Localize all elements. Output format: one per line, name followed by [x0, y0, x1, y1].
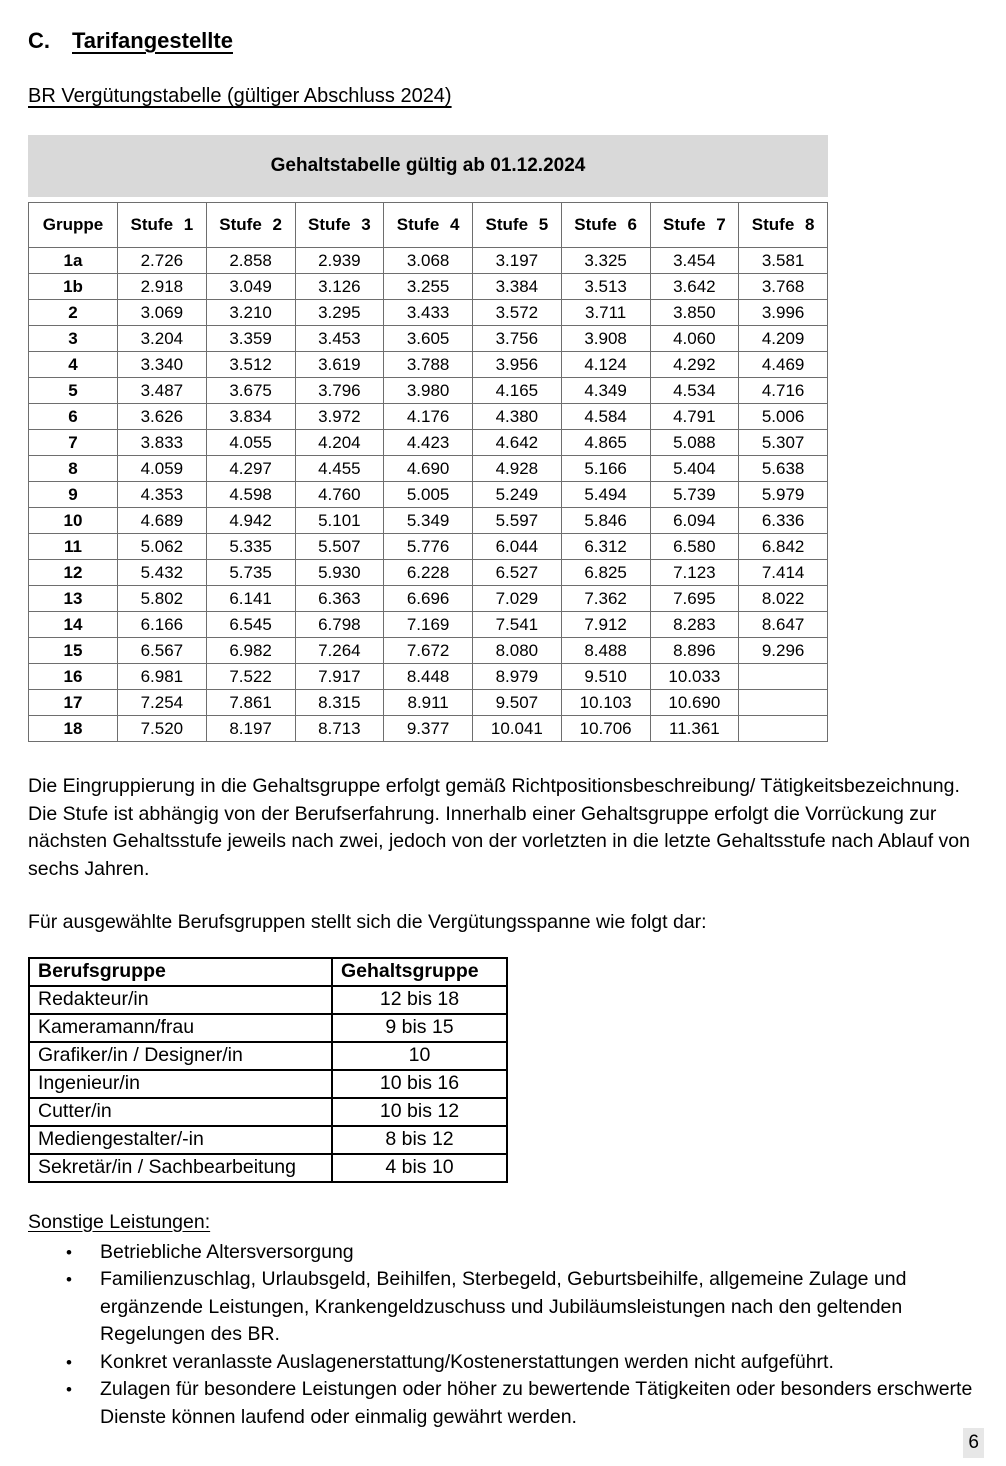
salary-column-header: Stufe 8 — [739, 203, 828, 248]
salary-value-cell: 3.796 — [295, 378, 384, 404]
document-subtitle: BR Vergütungstabelle (gültiger Abschluss 2024) — [28, 85, 452, 107]
salary-value-cell: 4.690 — [384, 456, 473, 482]
salary-value-cell: 6.982 — [206, 638, 295, 664]
salary-value-cell: 5.335 — [206, 534, 295, 560]
salary-value-cell: 3.642 — [650, 274, 739, 300]
profession-table-row — [29, 1014, 507, 1042]
salary-column-header: Stufe 4 — [384, 203, 473, 248]
salary-value-cell: 3.255 — [384, 274, 473, 300]
gruppe-cell: 14 — [29, 612, 118, 638]
salary-value-cell: 6.580 — [650, 534, 739, 560]
profession-cell: Cutter/in — [29, 1098, 332, 1126]
salary-value-cell: 3.359 — [206, 326, 295, 352]
salary-value-cell: 7.414 — [739, 560, 828, 586]
salary-value-cell: 8.080 — [473, 638, 562, 664]
salary-value-cell: 4.292 — [650, 352, 739, 378]
salary-value-cell: 8.448 — [384, 664, 473, 690]
gruppe-cell: 4 — [29, 352, 118, 378]
profession-cell: Kameramann/frau — [29, 1014, 332, 1042]
gruppe-cell: 18 — [29, 716, 118, 742]
benefit-list-item — [28, 1349, 978, 1377]
salary-value-cell: 4.865 — [561, 430, 650, 456]
salary-value-cell: 9.510 — [561, 664, 650, 690]
gruppe-cell: 3 — [29, 326, 118, 352]
benefit-list-item — [28, 1239, 978, 1267]
salary-table-row — [29, 560, 828, 586]
salary-value-cell: 7.917 — [295, 664, 384, 690]
salary-value-cell: 3.572 — [473, 300, 562, 326]
salary-value-cell: 6.363 — [295, 586, 384, 612]
salary-header-row — [29, 203, 828, 248]
gehaltsgruppe-range-cell: 12 bis 18 — [332, 986, 507, 1014]
salary-value-cell: 4.059 — [118, 456, 207, 482]
profession-column-header: Gehaltsgruppe — [332, 958, 507, 986]
salary-value-cell: 9.507 — [473, 690, 562, 716]
salary-value-cell: 8.283 — [650, 612, 739, 638]
salary-value-cell: 4.534 — [650, 378, 739, 404]
salary-value-cell: 10.041 — [473, 716, 562, 742]
gehaltsgruppe-range-cell: 4 bis 10 — [332, 1154, 507, 1182]
gruppe-cell: 13 — [29, 586, 118, 612]
salary-value-cell: 3.711 — [561, 300, 650, 326]
salary-table-row — [29, 508, 828, 534]
salary-value-cell: 6.798 — [295, 612, 384, 638]
salary-value-cell: 3.626 — [118, 404, 207, 430]
salary-value-cell: 4.176 — [384, 404, 473, 430]
salary-value-cell: 10.706 — [561, 716, 650, 742]
salary-value-cell: 3.788 — [384, 352, 473, 378]
salary-value-cell: 4.928 — [473, 456, 562, 482]
salary-value-cell: 3.384 — [473, 274, 562, 300]
salary-value-cell: 5.735 — [206, 560, 295, 586]
salary-value-cell: 2.939 — [295, 248, 384, 274]
profession-cell: Sekretär/in / Sachbearbeitung — [29, 1154, 332, 1182]
profession-cell: Redakteur/in — [29, 986, 332, 1014]
salary-table-row — [29, 378, 828, 404]
salary-table-row — [29, 430, 828, 456]
salary-value-cell: 6.567 — [118, 638, 207, 664]
salary-table-row — [29, 274, 828, 300]
profession-table-row — [29, 986, 507, 1014]
salary-value-cell: 2.858 — [206, 248, 295, 274]
salary-value-cell: 3.756 — [473, 326, 562, 352]
salary-value-cell: 4.716 — [739, 378, 828, 404]
gehaltsgruppe-range-cell: 8 bis 12 — [332, 1126, 507, 1154]
salary-value-cell: 9.377 — [384, 716, 473, 742]
salary-value-cell: 7.861 — [206, 690, 295, 716]
profession-header-row — [29, 958, 507, 986]
salary-column-header: Stufe 7 — [650, 203, 739, 248]
profession-table-row — [29, 1070, 507, 1098]
profession-cell: Mediengestalter/-in — [29, 1126, 332, 1154]
gruppe-cell: 12 — [29, 560, 118, 586]
salary-value-cell: 5.494 — [561, 482, 650, 508]
salary-value-cell: 5.638 — [739, 456, 828, 482]
salary-value-cell: 10.103 — [561, 690, 650, 716]
salary-value-cell — [739, 664, 828, 690]
salary-value-cell: 6.228 — [384, 560, 473, 586]
salary-value-cell: 4.455 — [295, 456, 384, 482]
salary-value-cell: 8.979 — [473, 664, 562, 690]
salary-value-cell: 5.930 — [295, 560, 384, 586]
salary-value-cell: 10.033 — [650, 664, 739, 690]
salary-value-cell: 3.834 — [206, 404, 295, 430]
salary-table-row — [29, 404, 828, 430]
salary-value-cell: 3.908 — [561, 326, 650, 352]
salary-value-cell: 4.204 — [295, 430, 384, 456]
salary-table — [28, 202, 828, 742]
salary-value-cell: 3.972 — [295, 404, 384, 430]
profession-table-row — [29, 1098, 507, 1126]
profession-table-row — [29, 1154, 507, 1182]
gruppe-cell: 15 — [29, 638, 118, 664]
salary-value-cell: 7.029 — [473, 586, 562, 612]
salary-value-cell: 7.541 — [473, 612, 562, 638]
salary-table-row — [29, 534, 828, 560]
salary-table-row — [29, 612, 828, 638]
salary-value-cell: 5.802 — [118, 586, 207, 612]
salary-value-cell: 6.336 — [739, 508, 828, 534]
profession-cell: Ingenieur/in — [29, 1070, 332, 1098]
gehaltsgruppe-range-cell: 9 bis 15 — [332, 1014, 507, 1042]
salary-value-cell: 6.527 — [473, 560, 562, 586]
salary-table-caption: Gehaltstabelle gültig ab 01.12.2024 — [28, 135, 828, 197]
salary-table-row — [29, 664, 828, 690]
salary-table-row — [29, 690, 828, 716]
salary-value-cell: 5.597 — [473, 508, 562, 534]
salary-value-cell: 8.022 — [739, 586, 828, 612]
salary-value-cell: 3.980 — [384, 378, 473, 404]
salary-column-header: Stufe 2 — [206, 203, 295, 248]
benefit-list-item — [28, 1376, 978, 1431]
benefit-item-text: Betriebliche Altersversorgung — [100, 1240, 354, 1263]
bullet-icon: • — [66, 1380, 72, 1399]
salary-table-row — [29, 586, 828, 612]
salary-value-cell: 6.825 — [561, 560, 650, 586]
salary-value-cell: 4.124 — [561, 352, 650, 378]
salary-value-cell: 4.791 — [650, 404, 739, 430]
salary-value-cell: 6.094 — [650, 508, 739, 534]
salary-value-cell: 6.312 — [561, 534, 650, 560]
gruppe-cell: 7 — [29, 430, 118, 456]
salary-column-header: Stufe 3 — [295, 203, 384, 248]
salary-value-cell: 7.123 — [650, 560, 739, 586]
benefit-item-text: Konkret veranlasste Auslagenerstattung/Kostenerstattungen werden nicht aufgeführt. — [100, 1350, 834, 1373]
benefits-heading: Sonstige Leistungen: — [28, 1210, 211, 1233]
salary-value-cell: 5.432 — [118, 560, 207, 586]
gehaltsgruppe-range-cell: 10 — [332, 1042, 507, 1070]
salary-value-cell: 7.362 — [561, 586, 650, 612]
salary-value-cell: 5.349 — [384, 508, 473, 534]
salary-column-header: Stufe 6 — [561, 203, 650, 248]
salary-value-cell: 3.833 — [118, 430, 207, 456]
salary-value-cell: 10.690 — [650, 690, 739, 716]
gehaltsgruppe-range-cell: 10 bis 12 — [332, 1098, 507, 1126]
gruppe-cell: 1b — [29, 274, 118, 300]
salary-value-cell: 3.069 — [118, 300, 207, 326]
benefit-item-text: Zulagen für besondere Leistungen oder höher zu bewertende Tätigkeiten oder besonders erschwerte Dienste können laufend oder einmalig gewährt werden. — [100, 1378, 973, 1428]
salary-value-cell — [739, 716, 828, 742]
salary-value-cell: 3.210 — [206, 300, 295, 326]
gruppe-cell: 17 — [29, 690, 118, 716]
bullet-icon: • — [66, 1270, 72, 1289]
page-number: 6 — [963, 1428, 984, 1458]
salary-value-cell: 3.581 — [739, 248, 828, 274]
salary-table-row — [29, 456, 828, 482]
salary-table-row — [29, 716, 828, 742]
salary-value-cell: 4.380 — [473, 404, 562, 430]
salary-table-row — [29, 482, 828, 508]
salary-value-cell: 5.166 — [561, 456, 650, 482]
salary-value-cell: 3.325 — [561, 248, 650, 274]
salary-value-cell: 6.545 — [206, 612, 295, 638]
salary-value-cell: 5.088 — [650, 430, 739, 456]
salary-value-cell: 8.647 — [739, 612, 828, 638]
profession-table-row — [29, 1126, 507, 1154]
salary-value-cell: 4.349 — [561, 378, 650, 404]
profession-table — [28, 957, 508, 1183]
gruppe-cell: 9 — [29, 482, 118, 508]
salary-value-cell: 6.141 — [206, 586, 295, 612]
salary-value-cell: 3.512 — [206, 352, 295, 378]
salary-value-cell: 3.340 — [118, 352, 207, 378]
salary-table-row — [29, 326, 828, 352]
salary-value-cell: 5.846 — [561, 508, 650, 534]
salary-value-cell: 5.776 — [384, 534, 473, 560]
salary-value-cell: 8.911 — [384, 690, 473, 716]
salary-value-cell: 3.768 — [739, 274, 828, 300]
salary-value-cell: 3.454 — [650, 248, 739, 274]
salary-value-cell: 7.520 — [118, 716, 207, 742]
salary-value-cell: 7.169 — [384, 612, 473, 638]
salary-value-cell: 3.850 — [650, 300, 739, 326]
salary-value-cell: 3.126 — [295, 274, 384, 300]
salary-value-cell: 6.696 — [384, 586, 473, 612]
salary-value-cell: 5.249 — [473, 482, 562, 508]
salary-value-cell: 5.739 — [650, 482, 739, 508]
salary-value-cell: 3.204 — [118, 326, 207, 352]
salary-value-cell: 4.760 — [295, 482, 384, 508]
salary-value-cell: 5.979 — [739, 482, 828, 508]
salary-value-cell: 7.912 — [561, 612, 650, 638]
paragraph-eingruppierung: Die Eingruppierung in die Gehaltsgruppe erfolgt gemäß Richtpositionsbeschreibung/ Tätigkeitsbezeichnung. Die Stufe ist abhängig von der Berufserfahrung. Innerhalb einer Gehaltsgruppe erfolgt die Vorrückung zur nächsten Gehaltsstufe jeweils nach zwei, jedoch von der vorletzten in die letzte Gehaltsstufe nach Ablauf von sechs Jahren. — [28, 775, 970, 880]
gruppe-cell: 10 — [29, 508, 118, 534]
salary-value-cell: 4.055 — [206, 430, 295, 456]
salary-value-cell: 4.165 — [473, 378, 562, 404]
salary-value-cell: 5.307 — [739, 430, 828, 456]
salary-value-cell: 5.404 — [650, 456, 739, 482]
salary-value-cell: 3.197 — [473, 248, 562, 274]
salary-value-cell: 11.361 — [650, 716, 739, 742]
salary-value-cell: 7.695 — [650, 586, 739, 612]
gehaltsgruppe-range-cell: 10 bis 16 — [332, 1070, 507, 1098]
salary-value-cell: 5.005 — [384, 482, 473, 508]
salary-value-cell: 4.642 — [473, 430, 562, 456]
salary-value-cell: 3.453 — [295, 326, 384, 352]
salary-value-cell: 3.295 — [295, 300, 384, 326]
salary-value-cell: 4.060 — [650, 326, 739, 352]
salary-column-header: Stufe 5 — [473, 203, 562, 248]
salary-value-cell: 2.726 — [118, 248, 207, 274]
profession-column-header: Berufsgruppe — [29, 958, 332, 986]
salary-value-cell: 4.423 — [384, 430, 473, 456]
benefit-list-item — [28, 1266, 978, 1349]
salary-value-cell: 4.297 — [206, 456, 295, 482]
gruppe-cell: 5 — [29, 378, 118, 404]
salary-value-cell: 4.584 — [561, 404, 650, 430]
salary-column-header: Stufe 1 — [118, 203, 207, 248]
gruppe-cell: 16 — [29, 664, 118, 690]
salary-value-cell: 5.101 — [295, 508, 384, 534]
salary-value-cell: 4.469 — [739, 352, 828, 378]
salary-value-cell: 7.254 — [118, 690, 207, 716]
salary-value-cell: 3.487 — [118, 378, 207, 404]
salary-value-cell: 7.672 — [384, 638, 473, 664]
salary-value-cell: 4.209 — [739, 326, 828, 352]
section-title: Tarifangestellte — [72, 28, 233, 53]
salary-value-cell: 5.006 — [739, 404, 828, 430]
salary-value-cell — [739, 690, 828, 716]
salary-value-cell: 8.197 — [206, 716, 295, 742]
gruppe-cell: 2 — [29, 300, 118, 326]
section-label: C. — [28, 28, 50, 53]
salary-value-cell: 5.062 — [118, 534, 207, 560]
salary-value-cell: 8.315 — [295, 690, 384, 716]
paragraph-berufsgruppen-intro: Für ausgewählte Berufsgruppen stellt sich die Vergütungsspanne wie folgt dar: — [28, 911, 707, 933]
salary-value-cell: 2.918 — [118, 274, 207, 300]
gruppe-cell: 8 — [29, 456, 118, 482]
profession-cell: Grafiker/in / Designer/in — [29, 1042, 332, 1070]
salary-value-cell: 4.598 — [206, 482, 295, 508]
salary-value-cell: 6.044 — [473, 534, 562, 560]
salary-value-cell: 3.433 — [384, 300, 473, 326]
salary-column-header: Gruppe — [29, 203, 118, 248]
bullet-icon: • — [66, 1242, 72, 1262]
salary-value-cell: 3.605 — [384, 326, 473, 352]
salary-value-cell: 7.264 — [295, 638, 384, 664]
salary-table-row — [29, 638, 828, 664]
salary-value-cell: 6.842 — [739, 534, 828, 560]
salary-value-cell: 3.513 — [561, 274, 650, 300]
salary-value-cell: 4.353 — [118, 482, 207, 508]
salary-value-cell: 4.942 — [206, 508, 295, 534]
salary-value-cell: 8.896 — [650, 638, 739, 664]
salary-value-cell: 3.619 — [295, 352, 384, 378]
salary-value-cell: 8.713 — [295, 716, 384, 742]
salary-table-row — [29, 300, 828, 326]
salary-value-cell: 7.522 — [206, 664, 295, 690]
benefits-list — [28, 1239, 978, 1432]
salary-value-cell: 3.068 — [384, 248, 473, 274]
salary-value-cell: 8.488 — [561, 638, 650, 664]
salary-value-cell: 3.956 — [473, 352, 562, 378]
profession-table-row — [29, 1042, 507, 1070]
gruppe-cell: 1a — [29, 248, 118, 274]
salary-value-cell: 4.689 — [118, 508, 207, 534]
section-heading — [28, 28, 978, 54]
salary-table-row — [29, 248, 828, 274]
salary-value-cell: 3.675 — [206, 378, 295, 404]
salary-value-cell: 5.507 — [295, 534, 384, 560]
gruppe-cell: 11 — [29, 534, 118, 560]
salary-value-cell: 3.996 — [739, 300, 828, 326]
salary-value-cell: 3.049 — [206, 274, 295, 300]
salary-table-row — [29, 352, 828, 378]
salary-value-cell: 6.981 — [118, 664, 207, 690]
salary-value-cell: 9.296 — [739, 638, 828, 664]
benefit-item-text: Familienzuschlag, Urlaubsgeld, Beihilfen, Sterbegeld, Geburtsbeihilfe, allgemeine Zulage und ergänzende Leistungen, Krankengeldzuschuss und Jubiläumsleistungen nach den geltenden Regelungen des BR. — [100, 1268, 907, 1345]
salary-value-cell: 6.166 — [118, 612, 207, 638]
gruppe-cell: 6 — [29, 404, 118, 430]
bullet-icon: • — [66, 1352, 72, 1372]
